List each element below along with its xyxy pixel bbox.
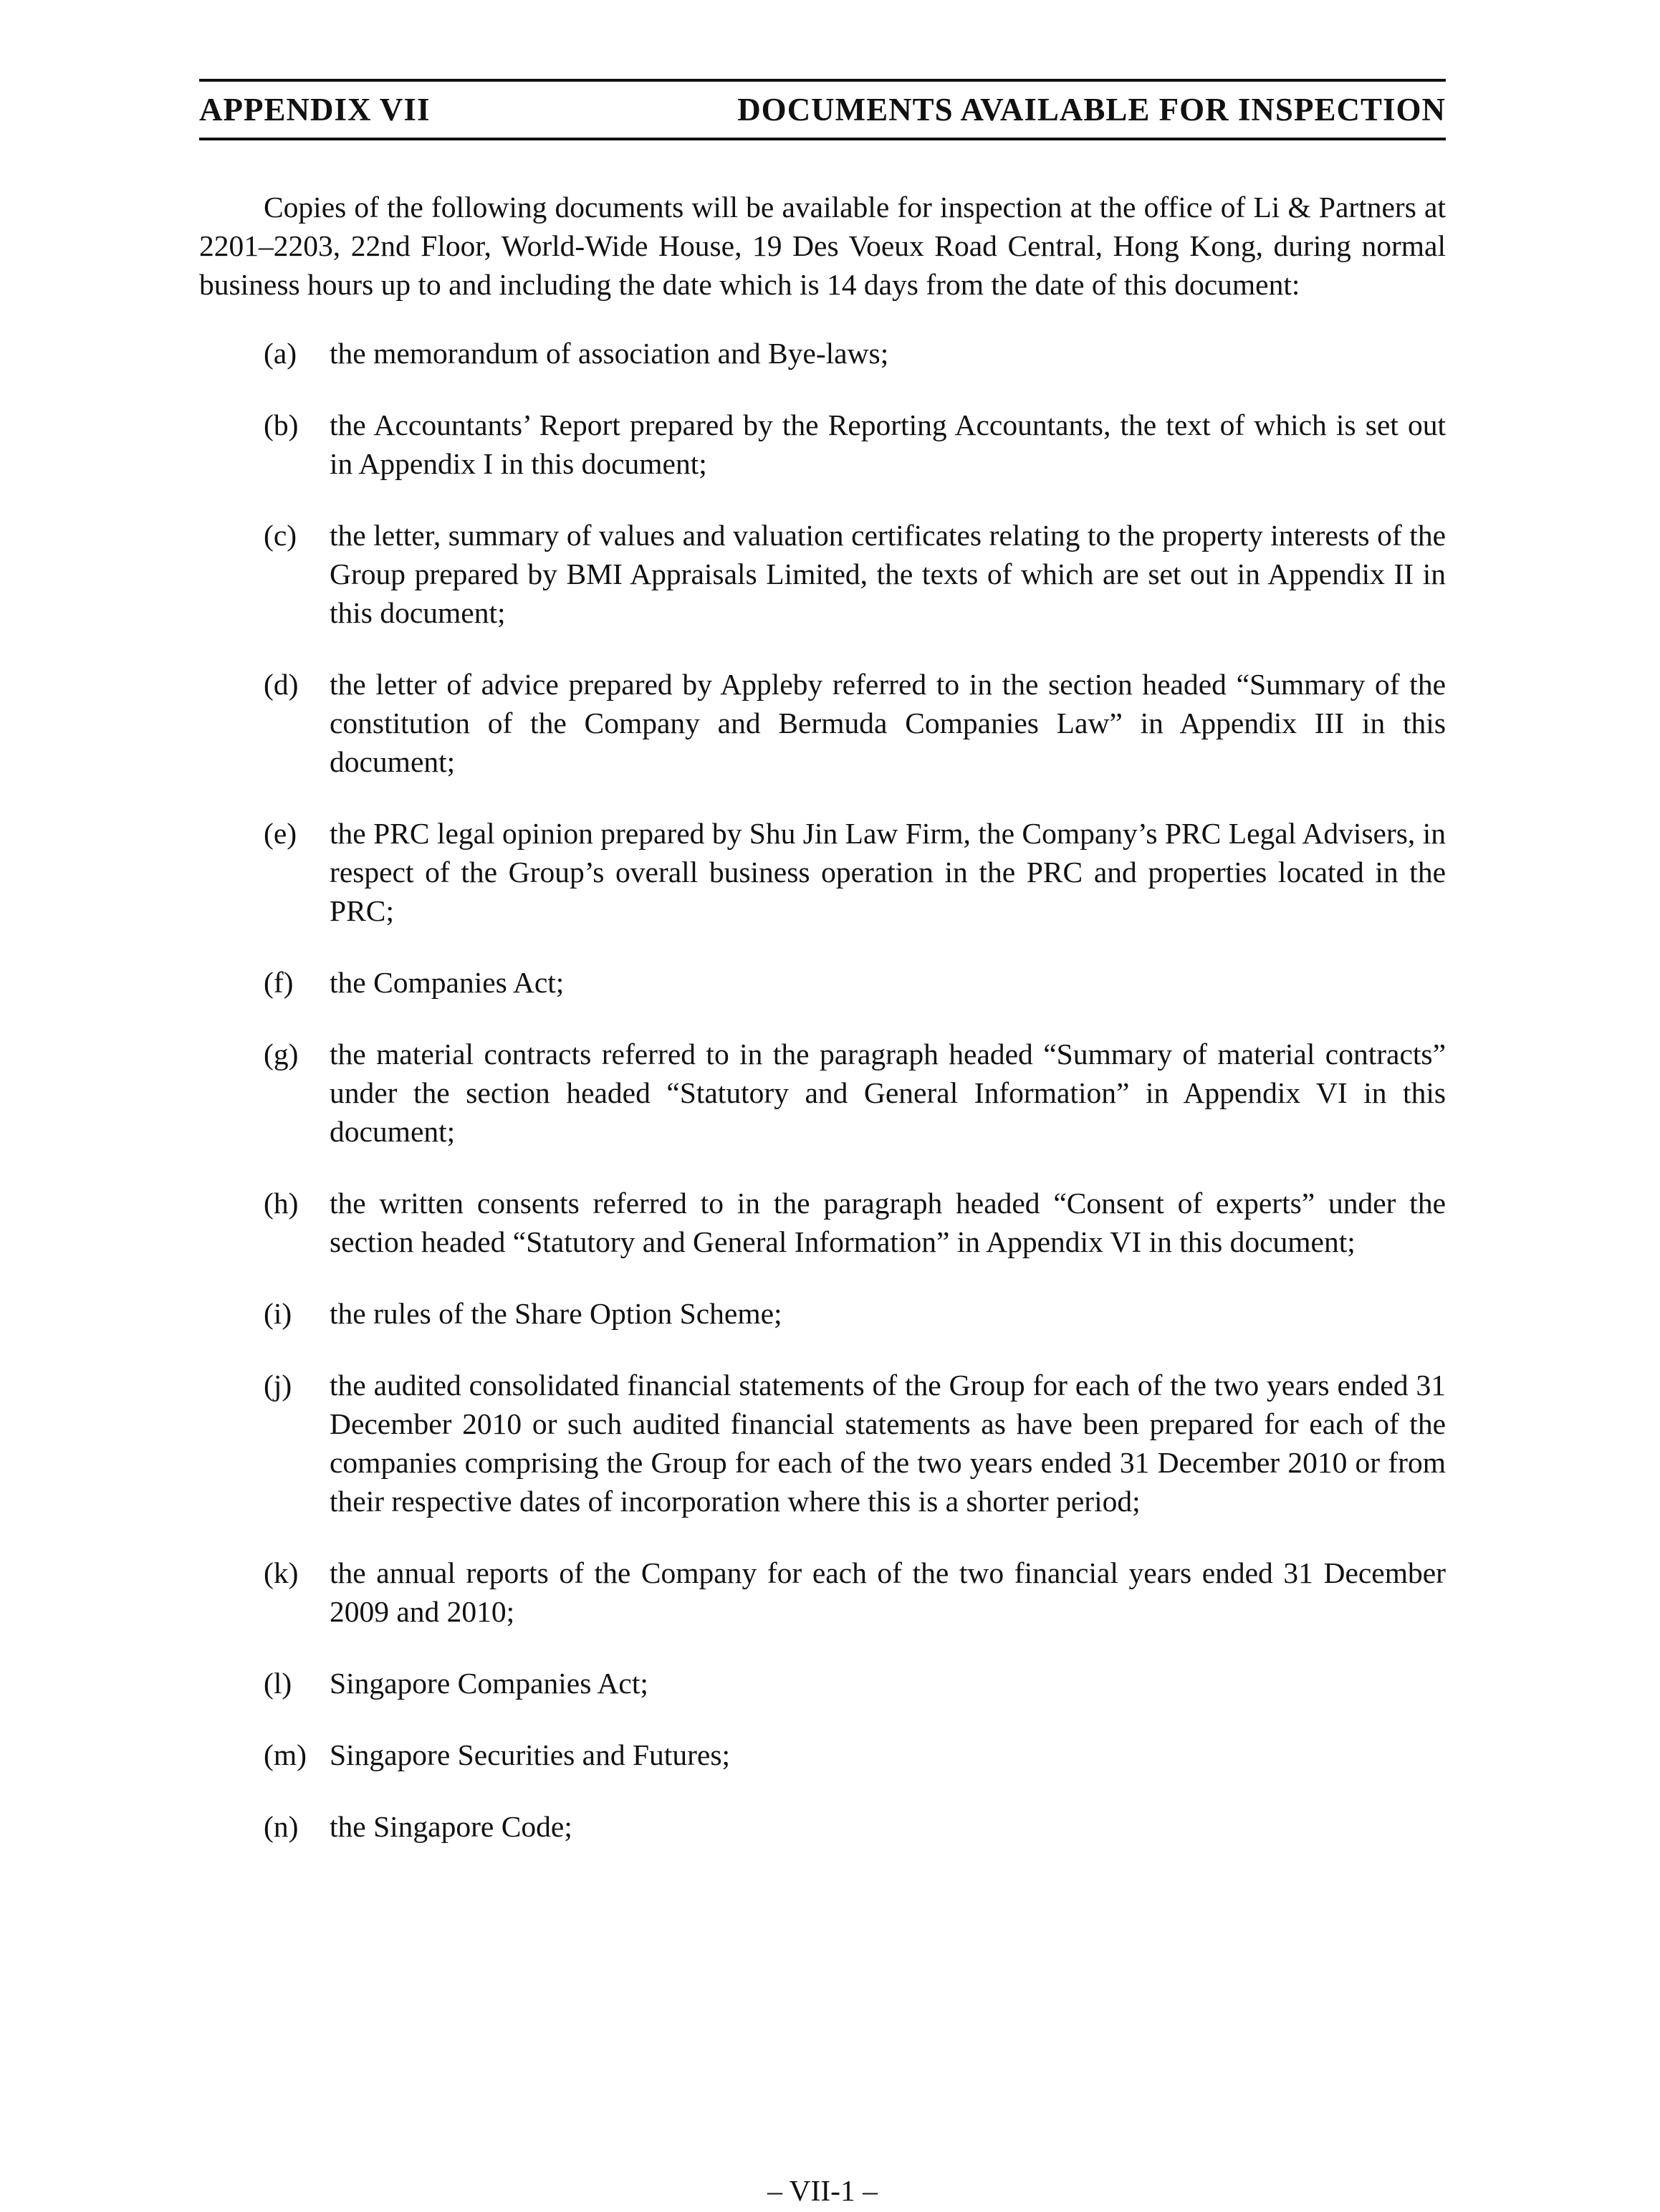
header-section-title: DOCUMENTS AVAILABLE FOR INSPECTION (737, 92, 1446, 128)
list-item-label: (b) (264, 408, 299, 441)
list-item-label: (j) (264, 1368, 292, 1402)
list-item (199, 814, 1446, 930)
list-item-label: (e) (264, 816, 297, 850)
list-item-text: the letter of advice prepared by Appleby referred to in the section headed “Summary of the constitution of the Company and Bermuda Companies Law” in Appendix III in this document; (330, 667, 1446, 778)
list-item-label: (f) (264, 965, 294, 999)
list-item (199, 1366, 1446, 1521)
list-item (199, 406, 1446, 483)
list-item (199, 1035, 1446, 1151)
list-item-label: (h) (264, 1186, 299, 1220)
list-item (199, 1735, 1446, 1774)
list-item-label: (d) (264, 667, 299, 701)
list-item (199, 1664, 1446, 1703)
list-item-text: the letter, summary of values and valuation certificates relating to the property interests of the Group prepared by BMI Appraisals Limited, the texts of which are set out in Appendix II in this document; (330, 518, 1446, 629)
list-item-text: the material contracts referred to in the paragraph headed “Summary of material contracts” under the section headed “Statutory and General Information” in Appendix VI in this document; (330, 1037, 1446, 1148)
list-item-text: the Accountants’ Report prepared by the Reporting Accountants, the text of which is set out in Appendix I in this document; (330, 408, 1446, 480)
list-item-text: the written consents referred to in the paragraph headed “Consent of experts” under the section headed “Statutory and General Information” in Appendix VI in this document; (330, 1186, 1446, 1258)
list-item-text: Singapore Companies Act; (330, 1666, 648, 1700)
list-item-label: (k) (264, 1556, 299, 1589)
list-item-text: the annual reports of the Company for each of the two financial years ended 31 December 2009 and 2010; (330, 1556, 1446, 1628)
list-item (199, 1807, 1446, 1846)
list-item-text: the PRC legal opinion prepared by Shu Jin Law Firm, the Company’s PRC Legal Advisers, in respect of the Group’s overall business operation in the PRC and properties located in the PRC; (330, 816, 1446, 927)
intro-paragraph: Copies of the following documents will be available for inspection at the office of Li & Partners at 2201–2203, 22nd Floor, World-Wide House, 19 Des Voeux Road Central, Hong Kong, during normal business hours up to and including the date which is 14 days from the date of this document: (199, 191, 1446, 301)
list-item (199, 1294, 1446, 1333)
list-item (199, 665, 1446, 781)
list-item-label: (a) (264, 336, 297, 370)
list-item-text: the Companies Act; (330, 965, 565, 999)
list-item-text: the rules of the Share Option Scheme; (330, 1296, 782, 1330)
page-header (199, 82, 1446, 138)
list-item-text: the Singapore Code; (330, 1809, 572, 1843)
list-item-label: (l) (264, 1666, 292, 1700)
list-item-label: (n) (264, 1809, 299, 1843)
document-page (199, 79, 1446, 2207)
list-item (199, 334, 1446, 373)
list-item-label: (m) (264, 1738, 307, 1771)
list-item (199, 1184, 1446, 1261)
page-number: – VII-1 – (767, 2174, 878, 2207)
list-item (199, 963, 1446, 1002)
list-item (199, 1553, 1446, 1631)
list-item (199, 516, 1446, 632)
list-item-text: the audited consolidated financial statements of the Group for each of the two years ended 31 December 2010 or such audited financial statements as have been prepared for each of the companies comprising the Group for each of the two years ended 31 December 2010 or from their respective dates of incorporation where this is a shorter period; (330, 1368, 1446, 1518)
list-item-text: the memorandum of association and Bye-laws; (330, 336, 889, 370)
list-item-label: (i) (264, 1296, 292, 1330)
documents-list (199, 334, 1446, 1846)
header-appendix-label: APPENDIX VII (199, 92, 431, 128)
list-item-text: Singapore Securities and Futures; (330, 1738, 730, 1771)
list-item-label: (g) (264, 1037, 299, 1071)
header-bottom-rule (199, 138, 1446, 140)
list-item-label: (c) (264, 518, 297, 552)
